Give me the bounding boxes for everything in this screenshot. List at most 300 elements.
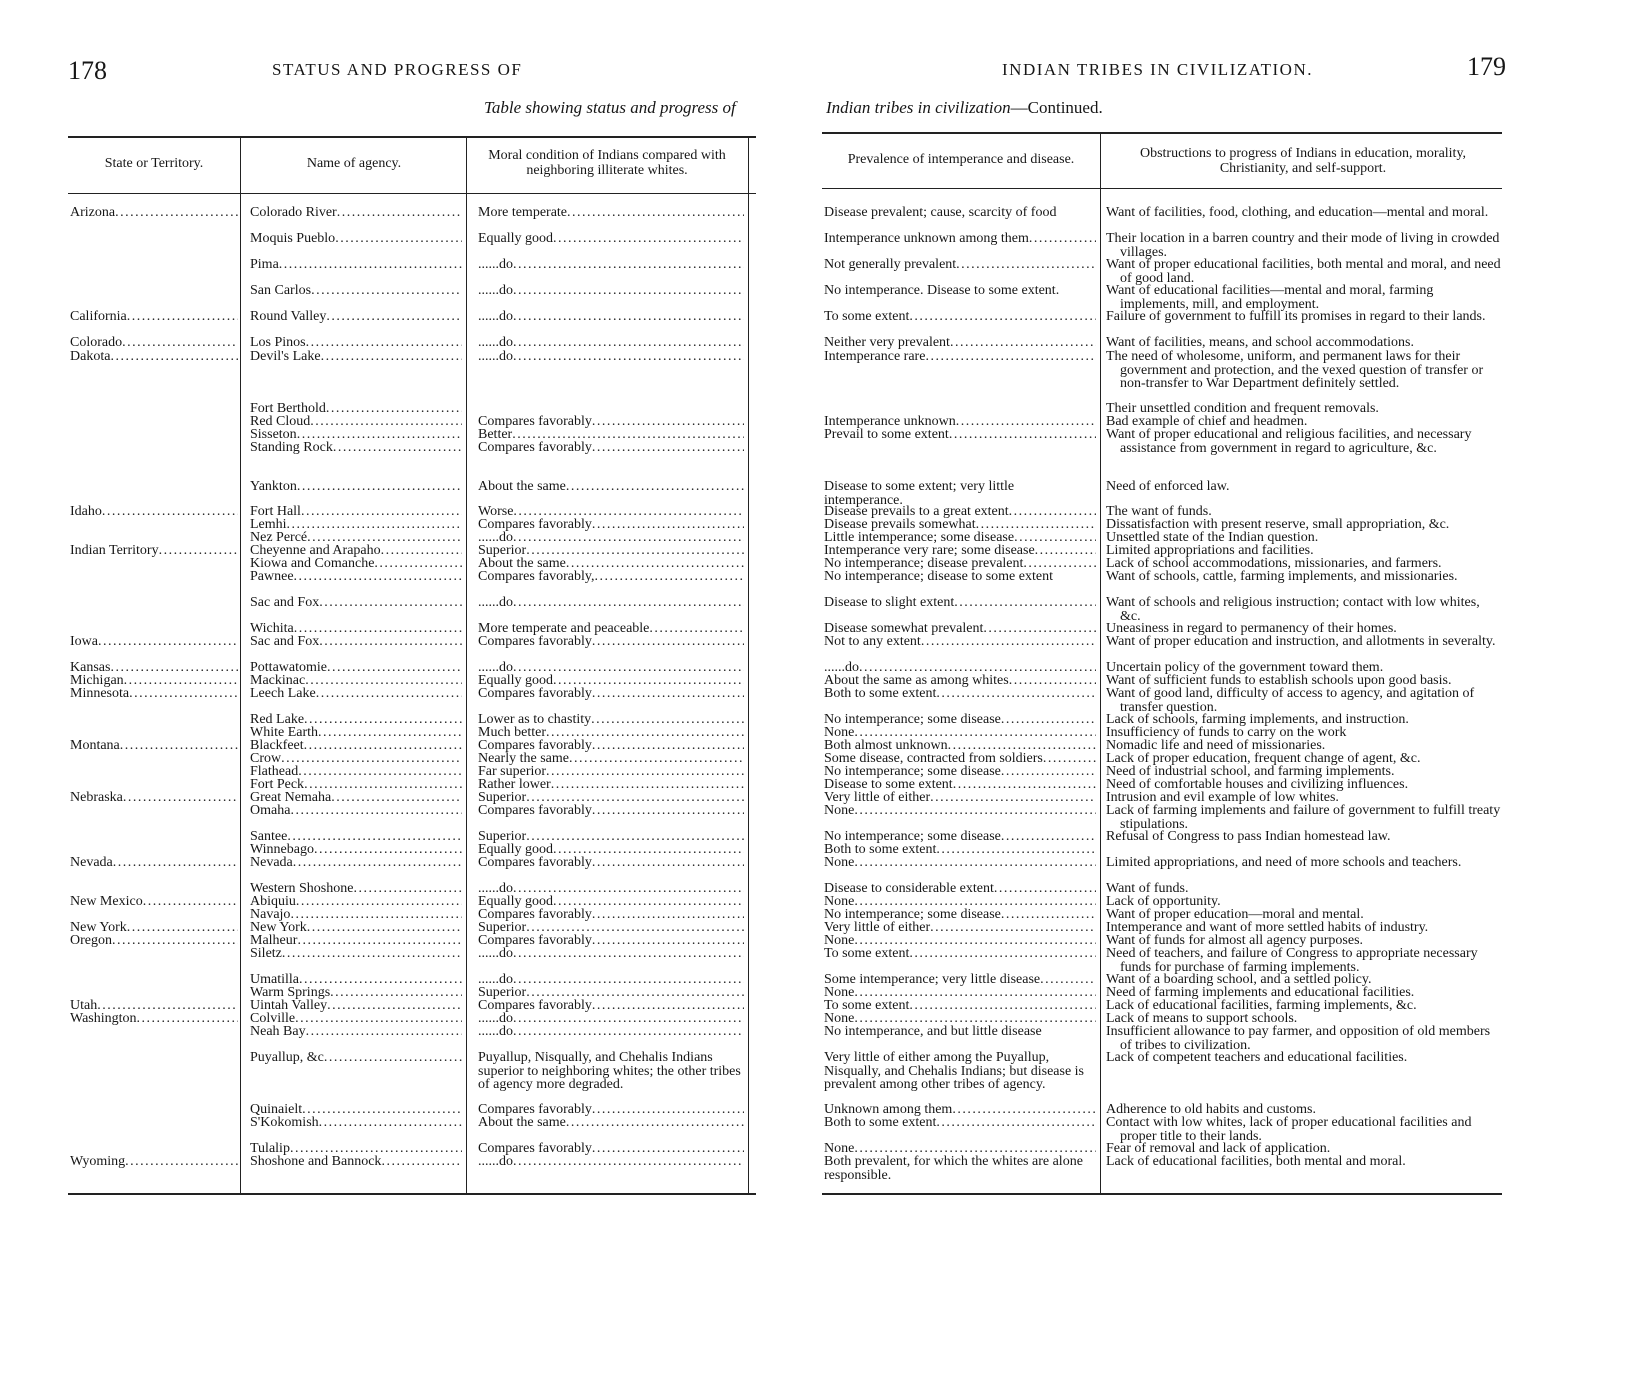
row-26-moral-dot-leader: [592, 739, 744, 753]
row-27-moral-text: Nearly the same: [478, 752, 569, 766]
row-48-agency-text: S'Kokomish: [250, 1116, 319, 1130]
row-0-agency: [250, 206, 462, 220]
row-39-moral: [478, 934, 744, 948]
row-43-agency: [250, 999, 462, 1013]
row-4-state-text: California: [70, 310, 127, 324]
row-26-agency: [250, 739, 462, 753]
row-9-agency-dot-leader: [297, 428, 462, 442]
row-20-moral-text: Compares favorably: [478, 635, 592, 649]
row-37-moral-dot-leader: [592, 908, 744, 922]
row-35-intemperance-dot-leader: [994, 882, 1096, 896]
row-44-moral-text: ......do: [478, 1012, 513, 1026]
row-15-agency: [250, 544, 462, 558]
row-18-intemperance-dot-leader: [954, 596, 1096, 610]
row-43-state-text: Utah: [70, 999, 98, 1013]
row-43-state-dot-leader: [97, 999, 238, 1013]
row-43-moral-dot-leader: [592, 999, 744, 1013]
page-number-right: 179: [1467, 52, 1506, 81]
row-30-intemperance: [824, 791, 1096, 805]
row-16-agency: [250, 557, 462, 571]
row-22-agency-dot-leader: [305, 674, 462, 688]
row-25-agency-dot-leader: [318, 726, 462, 740]
row-6-state-text: Dakota: [70, 350, 111, 364]
row-32-agency: [250, 830, 462, 844]
row-14-intemperance-dot-leader: [1014, 531, 1096, 545]
row-8-intemperance-text: Intemperance unknown: [824, 415, 956, 429]
row-38-agency-dot-leader: [307, 921, 462, 935]
row-13-agency-dot-leader: [287, 518, 462, 532]
row-39-state-dot-leader: [112, 934, 238, 948]
row-20-moral: [478, 635, 744, 649]
row-0-state: [70, 206, 238, 220]
row-10-moral-dot-leader: [592, 441, 744, 455]
row-12-state-dot-leader: [102, 505, 238, 519]
row-6-intemperance-text: Intemperance rare: [824, 350, 926, 364]
row-11-agency: [250, 480, 462, 494]
row-44-moral-dot-leader: [513, 1012, 744, 1026]
row-20-state: [70, 635, 238, 649]
row-30-state-dot-leader: [123, 791, 238, 805]
row-10-agency-text: Standing Rock: [250, 441, 333, 455]
left-col-divider-1: [240, 136, 241, 1194]
row-7-agency-text: Fort Berthold: [250, 402, 326, 416]
row-28-obstruction: Need of industrial school, and farming implements.: [1106, 765, 1395, 779]
row-29-intemperance-text: Disease to some extent: [824, 778, 953, 792]
caption-italic-right: Indian tribes in civilization: [826, 98, 1011, 117]
row-23-obstruction: Want of good land, difficulty of access to agency, and agitation of transfer question.: [1106, 687, 1475, 714]
row-37-intemperance: [824, 908, 1096, 922]
left-table-header-rule: [68, 193, 756, 194]
row-44-state-dot-leader: [137, 1012, 238, 1026]
row-49-intemperance-dot-leader: [854, 1142, 1096, 1156]
row-6-obstruction: The need of wholesome, uniform, and permanent laws for their government and protection, and the vexed question of transfer or non-transfer to War Department definitely settled.: [1106, 350, 1484, 391]
row-7-agency: [250, 402, 462, 416]
row-29-agency-text: Fort Peck: [250, 778, 305, 792]
row-37-intemperance-dot-leader: [1001, 908, 1096, 922]
row-49-agency-dot-leader: [290, 1142, 462, 1156]
row-8-agency-text: Red Cloud: [250, 415, 311, 429]
row-50-agency: [250, 1155, 462, 1169]
row-43-moral-text: Compares favorably: [478, 999, 592, 1013]
row-42-moral-text: Superior: [478, 986, 527, 1000]
row-0-state-dot-leader: [115, 206, 238, 220]
row-33-intemperance-text: Both to some extent: [824, 843, 937, 857]
row-3-moral: [478, 284, 744, 298]
row-32-obstruction: Refusal of Congress to pass Indian homestead law.: [1106, 830, 1391, 844]
row-5-agency-text: Los Pinos: [250, 336, 306, 350]
row-34-agency-text: Nevada: [250, 856, 293, 870]
row-33-agency: [250, 843, 462, 857]
right-table-header-rule: [822, 188, 1502, 189]
row-13-intemperance: [824, 518, 1096, 532]
row-26-agency-text: Blackfeet: [250, 739, 304, 753]
right-table-bottom-rule: [822, 1193, 1502, 1195]
row-27-intemperance-dot-leader: [1043, 752, 1096, 766]
row-24-intemperance-dot-leader: [1001, 713, 1096, 727]
row-33-intemperance-dot-leader: [936, 843, 1096, 857]
row-35-obstruction: Want of funds.: [1106, 882, 1189, 896]
row-46-intemperance: Very little of either among the Puyallup, Nisqually, and Chehalis Indians; but disease is prevalent among other tribes of agency.: [824, 1051, 1084, 1092]
row-31-moral-text: Compares favorably: [478, 804, 592, 818]
row-26-agency-dot-leader: [304, 739, 462, 753]
row-21-intemperance-text: ......do: [824, 661, 859, 675]
row-22-state-text: Michigan: [70, 674, 124, 688]
row-8-moral-text: Compares favorably: [478, 415, 592, 429]
row-48-moral-dot-leader: [566, 1116, 744, 1130]
row-15-state-text: Indian Territory: [70, 544, 159, 558]
row-22-intemperance-dot-leader: [1009, 674, 1096, 688]
row-30-agency-text: Great Nemaha: [250, 791, 332, 805]
row-10-agency-dot-leader: [333, 441, 462, 455]
row-12-state: [70, 505, 238, 519]
row-5-state: [70, 336, 238, 350]
row-2-intemperance: [824, 258, 1096, 272]
row-9-moral-text: Better: [478, 428, 513, 442]
right-col-divider: [1100, 132, 1101, 1194]
row-34-intemperance-text: None: [824, 856, 855, 870]
row-7-obstruction: Their unsettled condition and frequent removals.: [1106, 402, 1379, 416]
row-15-intemperance-text: Intemperance very rare; some disease: [824, 544, 1035, 558]
row-11-moral-text: About the same: [478, 480, 566, 494]
row-22-moral-dot-leader: [553, 674, 744, 688]
row-40-intemperance-text: To some extent: [824, 947, 910, 961]
row-49-obstruction: Fear of removal and lack of application.: [1106, 1142, 1331, 1156]
row-31-moral: [478, 804, 744, 818]
row-28-agency-text: Flathead: [250, 765, 299, 779]
row-2-agency-dot-leader: [279, 258, 462, 272]
row-1-agency: [250, 232, 462, 246]
row-44-obstruction: Lack of means to support schools.: [1106, 1012, 1298, 1026]
row-14-moral-text: ......do: [478, 531, 513, 545]
row-25-obstruction: Insufficiency of funds to carry on the work: [1106, 726, 1347, 740]
row-10-moral-text: Compares favorably: [478, 441, 592, 455]
row-36-state-text: New Mexico: [70, 895, 143, 909]
row-28-agency-dot-leader: [298, 765, 462, 779]
row-45-moral-text: ......do: [478, 1025, 513, 1039]
row-49-intemperance-text: None: [824, 1142, 855, 1156]
row-28-moral-dot-leader: [546, 765, 744, 779]
row-13-intemperance-text: Disease prevails somewhat: [824, 518, 976, 532]
row-44-moral: [478, 1012, 744, 1026]
row-34-state: [70, 856, 238, 870]
row-45-agency: [250, 1025, 462, 1039]
row-27-moral: [478, 752, 744, 766]
row-42-obstruction: Need of farming implements and educational facilities.: [1106, 986, 1415, 1000]
row-8-moral-dot-leader: [592, 415, 744, 429]
row-42-intemperance: [824, 986, 1096, 1000]
row-30-obstruction: Intrusion and evil example of low whites.: [1106, 791, 1339, 805]
row-23-agency-text: Leech Lake: [250, 687, 316, 701]
row-11-intemperance: Disease to some extent; very little intemperance.: [824, 480, 1015, 507]
row-0-moral: [478, 206, 744, 220]
row-42-agency-text: Warm Springs: [250, 986, 331, 1000]
row-48-intemperance: [824, 1116, 1096, 1130]
left-table-top-rule: [68, 136, 756, 138]
row-23-state-dot-leader: [129, 687, 238, 701]
row-16-intemperance-dot-leader: [1023, 557, 1096, 571]
row-27-moral-dot-leader: [569, 752, 744, 766]
row-31-intemperance-dot-leader: [854, 804, 1096, 818]
row-23-intemperance: [824, 687, 1096, 701]
row-0-agency-text: Colorado River: [250, 206, 337, 220]
row-29-moral-dot-leader: [551, 778, 744, 792]
row-11-agency-dot-leader: [297, 480, 462, 494]
row-41-agency: [250, 973, 462, 987]
row-4-state: [70, 310, 238, 324]
row-49-moral-text: Compares favorably: [478, 1142, 592, 1156]
row-11-agency-text: Yankton: [250, 480, 297, 494]
row-12-moral-text: Worse: [478, 505, 514, 519]
table-caption-right: [826, 98, 1103, 118]
row-31-intemperance: [824, 804, 1096, 818]
row-25-intemperance: [824, 726, 1096, 740]
row-25-intemperance-dot-leader: [854, 726, 1096, 740]
row-19-intemperance: [824, 622, 1096, 636]
row-27-intemperance-text: Some disease, contracted from soldiers: [824, 752, 1043, 766]
row-44-agency-text: Colville: [250, 1012, 296, 1026]
row-16-obstruction: Lack of school accommodations, missionaries, and farmers.: [1106, 557, 1442, 571]
row-0-state-text: Arizona: [70, 206, 116, 220]
row-18-intemperance-text: Disease to slight extent: [824, 596, 955, 610]
row-18-moral: [478, 596, 744, 610]
header-obstructions: Obstructions to progress of Indians in education, morality, Christianity, and self-support.: [1139, 146, 1467, 176]
row-50-moral-dot-leader: [513, 1155, 744, 1169]
row-43-state: [70, 999, 238, 1013]
row-32-agency-text: Santee: [250, 830, 288, 844]
row-26-moral-text: Compares favorably: [478, 739, 592, 753]
row-20-state-text: Iowa: [70, 635, 98, 649]
row-18-moral-text: ......do: [478, 596, 513, 610]
row-20-agency: [250, 635, 462, 649]
row-27-intemperance: [824, 752, 1096, 766]
row-15-agency-dot-leader: [381, 544, 462, 558]
row-12-moral-dot-leader: [513, 505, 744, 519]
row-33-moral-text: Equally good: [478, 843, 554, 857]
row-26-state-text: Montana: [70, 739, 120, 753]
row-32-moral-dot-leader: [526, 830, 744, 844]
row-26-intemperance-dot-leader: [948, 739, 1096, 753]
row-37-agency: [250, 908, 462, 922]
row-30-state: [70, 791, 238, 805]
row-49-moral: [478, 1142, 744, 1156]
row-2-agency-text: Pima: [250, 258, 279, 272]
row-5-agency-dot-leader: [306, 336, 462, 350]
row-22-agency-text: Mackinac: [250, 674, 306, 688]
row-47-obstruction: Adherence to old habits and customs.: [1106, 1103, 1316, 1117]
row-32-agency-dot-leader: [287, 830, 462, 844]
row-0-obstruction: Want of facilities, food, clothing, and education—mental and moral.: [1106, 206, 1489, 220]
row-22-intemperance-text: About the same as among whites: [824, 674, 1009, 688]
row-0-intemperance: Disease prevalent; cause, scarcity of food: [824, 206, 1057, 220]
row-9-agency-text: Sisseton: [250, 428, 297, 442]
row-43-intemperance-dot-leader: [909, 999, 1096, 1013]
row-44-agency-dot-leader: [295, 1012, 462, 1026]
row-6-intemperance-dot-leader: [925, 350, 1096, 364]
row-43-intemperance: [824, 999, 1096, 1013]
row-28-moral-text: Far superior: [478, 765, 547, 779]
row-5-moral: [478, 336, 744, 350]
row-12-moral: [478, 505, 744, 519]
row-4-agency: [250, 310, 462, 324]
row-24-intemperance-text: No intemperance; some disease: [824, 713, 1001, 727]
caption-text-left: Table showing status and progress of: [484, 98, 736, 117]
row-27-agency-text: Crow: [250, 752, 282, 766]
row-2-agency: [250, 258, 462, 272]
row-10-agency: [250, 441, 462, 455]
row-35-intemperance-text: Disease to considerable extent: [824, 882, 994, 896]
row-30-intemperance-text: Very little of either: [824, 791, 931, 805]
row-8-agency: [250, 415, 462, 429]
row-9-intemperance-text: Prevail to some extent: [824, 428, 949, 442]
row-23-agency: [250, 687, 462, 701]
row-0-moral-text: More temperate: [478, 206, 568, 220]
row-25-moral-text: Much better: [478, 726, 547, 740]
header-agency: Name of agency.: [306, 156, 402, 171]
page-number-left: 178: [68, 56, 107, 85]
row-28-moral: [478, 765, 744, 779]
row-16-agency-text: Kiowa and Comanche: [250, 557, 375, 571]
row-35-moral-text: ......do: [478, 882, 513, 896]
row-42-agency-dot-leader: [330, 986, 462, 1000]
row-34-agency: [250, 856, 462, 870]
row-48-agency-dot-leader: [319, 1116, 462, 1130]
row-4-agency-text: Round Valley: [250, 310, 327, 324]
row-37-agency-dot-leader: [290, 908, 462, 922]
row-41-intemperance-text: Some intemperance; very little disease: [824, 973, 1041, 987]
row-30-moral-text: Superior: [478, 791, 527, 805]
row-5-intemperance-text: Neither very prevalent: [824, 336, 950, 350]
row-47-intemperance: [824, 1103, 1096, 1117]
row-32-moral-text: Superior: [478, 830, 527, 844]
row-21-moral: [478, 661, 744, 675]
row-20-agency-dot-leader: [319, 635, 462, 649]
row-17-moral-text: Compares favorably,: [478, 570, 595, 584]
row-15-moral: [478, 544, 744, 558]
row-18-intemperance: [824, 596, 1096, 610]
row-14-intemperance-text: Little intemperance; some disease: [824, 531, 1015, 545]
row-40-agency-text: Siletz: [250, 947, 282, 961]
row-19-agency-text: Wichita: [250, 622, 294, 636]
row-44-intemperance-dot-leader: [854, 1012, 1096, 1026]
row-38-state-dot-leader: [127, 921, 238, 935]
row-41-intemperance-dot-leader: [1040, 973, 1096, 987]
left-col-divider-2: [466, 136, 467, 1194]
row-48-intemperance-text: Both to some extent: [824, 1116, 937, 1130]
row-42-intemperance-text: None: [824, 986, 855, 1000]
row-15-intemperance-dot-leader: [1035, 544, 1096, 558]
row-16-intemperance-text: No intemperance; disease prevalent: [824, 557, 1024, 571]
row-17-agency: [250, 570, 462, 584]
row-1-agency-text: Moquis Pueblo: [250, 232, 336, 246]
row-21-intemperance-dot-leader: [859, 661, 1096, 675]
row-2-moral-dot-leader: [513, 258, 744, 272]
row-23-agency-dot-leader: [316, 687, 462, 701]
row-18-obstruction: Want of schools and religious instruction; contact with low whites, &c.: [1106, 596, 1480, 623]
row-15-moral-text: Superior: [478, 544, 527, 558]
row-18-agency-dot-leader: [319, 596, 462, 610]
row-36-agency-dot-leader: [296, 895, 462, 909]
row-14-moral: [478, 531, 744, 545]
row-6-state-dot-leader: [110, 350, 238, 364]
row-24-agency: [250, 713, 462, 727]
row-35-agency: [250, 882, 462, 896]
row-19-intemperance-dot-leader: [983, 622, 1096, 636]
row-41-moral: [478, 973, 744, 987]
row-48-agency: [250, 1116, 462, 1130]
row-11-moral-dot-leader: [566, 480, 744, 494]
row-26-obstruction: Nomadic life and need of missionaries.: [1106, 739, 1326, 753]
caption-continued: —Continued.: [1010, 98, 1103, 117]
row-26-moral: [478, 739, 744, 753]
row-1-moral: [478, 232, 744, 246]
row-19-agency-dot-leader: [294, 622, 462, 636]
row-39-intemperance-dot-leader: [854, 934, 1096, 948]
row-46-agency: [250, 1051, 462, 1065]
row-47-agency: [250, 1103, 462, 1117]
row-31-moral-dot-leader: [592, 804, 744, 818]
row-33-agency-dot-leader: [314, 843, 462, 857]
row-31-agency-text: Omaha: [250, 804, 291, 818]
row-22-obstruction: Want of sufficient funds to establish schools upon good basis.: [1106, 674, 1452, 688]
row-18-agency-text: Sac and Fox: [250, 596, 320, 610]
row-7-agency-dot-leader: [326, 402, 462, 416]
row-21-intemperance: [824, 661, 1096, 675]
row-36-agency: [250, 895, 462, 909]
row-4-moral-dot-leader: [513, 310, 744, 324]
row-2-moral: [478, 258, 744, 272]
row-27-agency: [250, 752, 462, 766]
row-36-moral: [478, 895, 744, 909]
row-21-agency-dot-leader: [327, 661, 462, 675]
row-47-agency-text: Quinaielt: [250, 1103, 303, 1117]
header-moral-condition: Moral condition of Indians compared with neighboring illiterate whites.: [488, 148, 726, 178]
row-23-state-text: Minnesota: [70, 687, 130, 701]
row-18-agency: [250, 596, 462, 610]
row-13-moral: [478, 518, 744, 532]
row-22-state: [70, 674, 238, 688]
row-3-intemperance: No intemperance. Disease to some extent.: [824, 284, 1060, 298]
row-9-agency: [250, 428, 462, 442]
row-38-state: [70, 921, 238, 935]
row-13-agency-text: Lemhi: [250, 518, 287, 532]
row-19-agency: [250, 622, 462, 636]
row-12-intemperance-text: Disease prevails to a great extent: [824, 505, 1009, 519]
row-15-obstruction: Limited appropriations and facilities.: [1106, 544, 1314, 558]
row-15-state: [70, 544, 238, 558]
row-17-obstruction: Want of schools, cattle, farming implements, and missionaries.: [1106, 570, 1458, 584]
row-1-obstruction: Their location in a barren country and their mode of living in crowded villages.: [1106, 232, 1500, 259]
row-32-intemperance-text: No intemperance; some disease: [824, 830, 1001, 844]
row-37-intemperance-text: No intemperance; some disease: [824, 908, 1001, 922]
row-22-moral: [478, 674, 744, 688]
row-23-state: [70, 687, 238, 701]
row-41-moral-dot-leader: [513, 973, 744, 987]
row-14-intemperance: [824, 531, 1096, 545]
row-16-moral-text: About the same: [478, 557, 566, 571]
row-40-intemperance-dot-leader: [909, 947, 1096, 961]
row-25-moral: [478, 726, 744, 740]
row-24-moral-dot-leader: [591, 713, 744, 727]
row-14-agency: [250, 531, 462, 545]
row-2-obstruction: Want of proper educational facilities, both mental and moral, and need of good land.: [1106, 258, 1501, 285]
row-5-agency: [250, 336, 462, 350]
row-36-obstruction: Lack of opportunity.: [1106, 895, 1221, 909]
row-38-obstruction: Intemperance and want of more settled habits of industry.: [1106, 921, 1429, 935]
row-6-agency-dot-leader: [321, 350, 462, 364]
row-4-intemperance-text: To some extent: [824, 310, 910, 324]
row-25-agency-text: White Earth: [250, 726, 319, 740]
row-4-intemperance-dot-leader: [909, 310, 1096, 324]
